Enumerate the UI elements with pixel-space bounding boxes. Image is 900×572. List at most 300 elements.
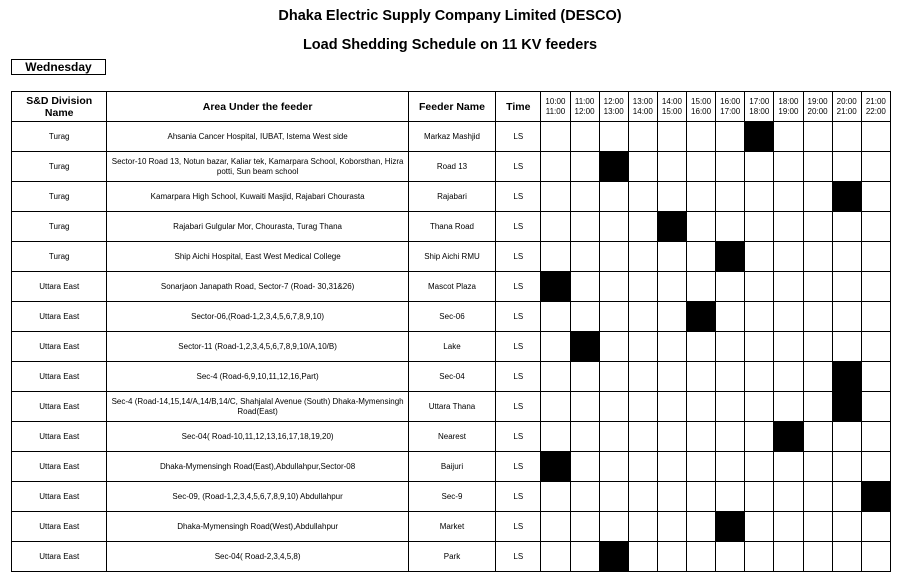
slot-cell bbox=[716, 452, 745, 482]
slot-cell bbox=[716, 392, 745, 422]
slot-cell bbox=[774, 272, 803, 302]
slot-cell bbox=[599, 212, 628, 242]
slot-cell bbox=[687, 122, 716, 152]
slot-cell bbox=[745, 212, 774, 242]
area-cell: Sec-04( Road-2,3,4,5,8) bbox=[107, 542, 408, 572]
table-row bbox=[12, 122, 891, 152]
division-cell: Uttara East bbox=[12, 392, 107, 422]
slot-start: 12:00 bbox=[603, 96, 624, 106]
slot-cell bbox=[687, 482, 716, 512]
slot-cell bbox=[687, 182, 716, 212]
area-cell: Sonarjaon Janapath Road, Sector-7 (Road- 30,31&26) bbox=[107, 272, 408, 302]
slot-end: 11:00 bbox=[545, 106, 566, 116]
slot-cell bbox=[541, 182, 570, 212]
slot-cell bbox=[832, 242, 861, 272]
slot-cell bbox=[803, 152, 832, 182]
col-header-area: Area Under the feeder bbox=[107, 92, 408, 122]
slot-cell bbox=[687, 362, 716, 392]
slot-cell bbox=[687, 542, 716, 572]
time-cell: LS bbox=[496, 542, 541, 572]
slot-cell bbox=[570, 422, 599, 452]
slot-start: 13:00 bbox=[632, 96, 653, 106]
division-cell: Uttara East bbox=[12, 362, 107, 392]
slot-cell bbox=[541, 212, 570, 242]
slot-cell bbox=[628, 332, 657, 362]
slot-cell bbox=[745, 332, 774, 362]
slot-cell bbox=[745, 182, 774, 212]
division-cell: Uttara East bbox=[12, 272, 107, 302]
shed-slot-cell bbox=[541, 272, 570, 302]
division-cell: Uttara East bbox=[12, 332, 107, 362]
slot-cell bbox=[628, 512, 657, 542]
slot-cell bbox=[803, 362, 832, 392]
slot-cell bbox=[687, 272, 716, 302]
time-cell: LS bbox=[496, 152, 541, 182]
division-cell: Turag bbox=[12, 152, 107, 182]
slot-cell bbox=[745, 512, 774, 542]
slot-cell bbox=[570, 122, 599, 152]
slot-cell bbox=[716, 152, 745, 182]
area-cell: Sec-4 (Road-14,15,14/A,14/B,14/C, Shahjalal Avenue (South) Dhaka-Mymensingh Road(East) bbox=[107, 392, 408, 422]
slot-start: 19:00 bbox=[807, 96, 828, 106]
slot-cell bbox=[628, 422, 657, 452]
slot-end: 22:00 bbox=[865, 106, 886, 116]
shed-slot-cell bbox=[745, 122, 774, 152]
slot-cell bbox=[716, 542, 745, 572]
slot-cell bbox=[803, 422, 832, 452]
division-cell: Uttara East bbox=[12, 422, 107, 452]
slot-cell bbox=[774, 392, 803, 422]
slot-cell bbox=[803, 512, 832, 542]
slot-cell bbox=[745, 392, 774, 422]
slot-start: 16:00 bbox=[720, 96, 741, 106]
slot-cell bbox=[861, 152, 890, 182]
shed-slot-cell bbox=[599, 542, 628, 572]
table-row bbox=[12, 362, 891, 392]
slot-cell bbox=[628, 452, 657, 482]
feeder-cell: Lake bbox=[408, 332, 495, 362]
slot-cell bbox=[570, 482, 599, 512]
slot-start: 18:00 bbox=[778, 96, 799, 106]
slot-cell bbox=[861, 422, 890, 452]
slot-end: 16:00 bbox=[691, 106, 712, 116]
slot-cell bbox=[657, 542, 686, 572]
col-header-slot bbox=[687, 92, 716, 122]
division-cell: Uttara East bbox=[12, 512, 107, 542]
slot-end: 19:00 bbox=[778, 106, 799, 116]
slot-cell bbox=[541, 302, 570, 332]
slot-cell bbox=[861, 212, 890, 242]
col-header-slot bbox=[745, 92, 774, 122]
slot-cell bbox=[541, 242, 570, 272]
slot-cell bbox=[803, 122, 832, 152]
table-row bbox=[12, 182, 891, 212]
slot-cell bbox=[803, 302, 832, 332]
slot-cell bbox=[832, 122, 861, 152]
slot-cell bbox=[745, 272, 774, 302]
col-header-slot bbox=[716, 92, 745, 122]
table-row bbox=[12, 482, 891, 512]
table-row bbox=[12, 242, 891, 272]
shed-slot-cell bbox=[832, 392, 861, 422]
slot-cell bbox=[687, 212, 716, 242]
division-cell: Uttara East bbox=[12, 302, 107, 332]
feeder-cell: Ship Aichi RMU bbox=[408, 242, 495, 272]
slot-start: 21:00 bbox=[865, 96, 886, 106]
slot-cell bbox=[716, 482, 745, 512]
table-row bbox=[12, 302, 891, 332]
slot-cell bbox=[599, 182, 628, 212]
slot-cell bbox=[803, 392, 832, 422]
table-row bbox=[12, 512, 891, 542]
schedule-table bbox=[11, 91, 891, 572]
feeder-cell: Markaz Mashjid bbox=[408, 122, 495, 152]
slot-cell bbox=[541, 482, 570, 512]
slot-cell bbox=[541, 122, 570, 152]
slot-cell bbox=[628, 482, 657, 512]
slot-cell bbox=[745, 482, 774, 512]
slot-cell bbox=[628, 272, 657, 302]
area-cell: Ahsania Cancer Hospital, IUBAT, Istema West side bbox=[107, 122, 408, 152]
slot-cell bbox=[599, 302, 628, 332]
slot-cell bbox=[832, 512, 861, 542]
slot-cell bbox=[861, 512, 890, 542]
area-cell: Sector-10 Road 13, Notun bazar, Kaliar tek, Kamarpara School, Koborsthan, Hizra potti, Sun beam school bbox=[107, 152, 408, 182]
slot-cell bbox=[716, 272, 745, 302]
day-label: Wednesday bbox=[11, 59, 106, 75]
col-header-slot bbox=[570, 92, 599, 122]
slot-cell bbox=[599, 392, 628, 422]
shed-slot-cell bbox=[541, 452, 570, 482]
slot-cell bbox=[861, 242, 890, 272]
slot-cell bbox=[541, 362, 570, 392]
slot-cell bbox=[774, 122, 803, 152]
slot-cell bbox=[832, 302, 861, 332]
area-cell: Rajabari Gulgular Mor, Chourasta, Turag Thana bbox=[107, 212, 408, 242]
slot-cell bbox=[803, 332, 832, 362]
feeder-cell: Baijuri bbox=[408, 452, 495, 482]
slot-cell bbox=[570, 182, 599, 212]
slot-start: 14:00 bbox=[661, 96, 682, 106]
time-cell: LS bbox=[496, 272, 541, 302]
division-cell: Turag bbox=[12, 122, 107, 152]
slot-cell bbox=[832, 272, 861, 302]
feeder-cell: Park bbox=[408, 542, 495, 572]
slot-cell bbox=[716, 422, 745, 452]
slot-cell bbox=[599, 242, 628, 272]
slot-cell bbox=[541, 152, 570, 182]
area-cell: Sec-09, (Road-1,2,3,4,5,6,7,8,9,10) Abdullahpur bbox=[107, 482, 408, 512]
col-header-slot bbox=[657, 92, 686, 122]
slot-cell bbox=[774, 182, 803, 212]
slot-cell bbox=[832, 212, 861, 242]
slot-cell bbox=[599, 422, 628, 452]
shed-slot-cell bbox=[599, 152, 628, 182]
slot-cell bbox=[628, 122, 657, 152]
time-cell: LS bbox=[496, 512, 541, 542]
col-header-time: Time bbox=[496, 92, 541, 122]
slot-cell bbox=[541, 512, 570, 542]
time-cell: LS bbox=[496, 392, 541, 422]
table-row bbox=[12, 272, 891, 302]
slot-cell bbox=[803, 452, 832, 482]
slot-cell bbox=[687, 512, 716, 542]
slot-cell bbox=[657, 422, 686, 452]
slot-cell bbox=[599, 362, 628, 392]
table-row bbox=[12, 422, 891, 452]
feeder-cell: Market bbox=[408, 512, 495, 542]
slot-cell bbox=[716, 122, 745, 152]
slot-cell bbox=[745, 302, 774, 332]
slot-end: 14:00 bbox=[632, 106, 653, 116]
shed-slot-cell bbox=[687, 302, 716, 332]
time-cell: LS bbox=[496, 182, 541, 212]
slot-cell bbox=[716, 332, 745, 362]
col-header-slot bbox=[774, 92, 803, 122]
slot-cell bbox=[745, 452, 774, 482]
feeder-cell: Mascot Plaza bbox=[408, 272, 495, 302]
time-cell: LS bbox=[496, 212, 541, 242]
col-header-slot bbox=[628, 92, 657, 122]
slot-cell bbox=[745, 422, 774, 452]
slot-cell bbox=[861, 122, 890, 152]
feeder-cell: Sec-04 bbox=[408, 362, 495, 392]
table-row bbox=[12, 332, 891, 362]
slot-cell bbox=[774, 482, 803, 512]
time-cell: LS bbox=[496, 242, 541, 272]
area-cell: Dhaka-Mymensingh Road(West),Abdullahpur bbox=[107, 512, 408, 542]
slot-cell bbox=[570, 542, 599, 572]
time-cell: LS bbox=[496, 452, 541, 482]
slot-cell bbox=[687, 242, 716, 272]
slot-cell bbox=[687, 332, 716, 362]
slot-cell bbox=[570, 302, 599, 332]
slot-cell bbox=[687, 452, 716, 482]
feeder-cell: Sec-9 bbox=[408, 482, 495, 512]
slot-cell bbox=[657, 302, 686, 332]
slot-cell bbox=[628, 392, 657, 422]
slot-end: 18:00 bbox=[749, 106, 770, 116]
slot-cell bbox=[687, 422, 716, 452]
slot-end: 17:00 bbox=[720, 106, 741, 116]
feeder-cell: Nearest bbox=[408, 422, 495, 452]
slot-start: 11:00 bbox=[574, 96, 595, 106]
slot-cell bbox=[832, 452, 861, 482]
slot-end: 12:00 bbox=[574, 106, 595, 116]
slot-end: 15:00 bbox=[661, 106, 682, 116]
slot-cell bbox=[861, 362, 890, 392]
slot-cell bbox=[570, 452, 599, 482]
shed-slot-cell bbox=[774, 422, 803, 452]
col-header-division: S&D Division Name bbox=[12, 92, 107, 122]
time-cell: LS bbox=[496, 302, 541, 332]
division-cell: Turag bbox=[12, 182, 107, 212]
slot-cell bbox=[570, 242, 599, 272]
slot-cell bbox=[774, 302, 803, 332]
slot-cell bbox=[803, 182, 832, 212]
slot-cell bbox=[774, 242, 803, 272]
slot-cell bbox=[745, 542, 774, 572]
table-row bbox=[12, 212, 891, 242]
slot-end: 13:00 bbox=[603, 106, 624, 116]
time-cell: LS bbox=[496, 362, 541, 392]
shed-slot-cell bbox=[657, 212, 686, 242]
area-cell: Sector-11 (Road-1,2,3,4,5,6,7,8,9,10/A,10/B) bbox=[107, 332, 408, 362]
slot-cell bbox=[657, 392, 686, 422]
slot-cell bbox=[716, 302, 745, 332]
division-cell: Uttara East bbox=[12, 482, 107, 512]
slot-cell bbox=[570, 272, 599, 302]
table-row bbox=[12, 542, 891, 572]
slot-cell bbox=[687, 152, 716, 182]
shed-slot-cell bbox=[716, 512, 745, 542]
slot-cell bbox=[716, 362, 745, 392]
table-row bbox=[12, 392, 891, 422]
slot-cell bbox=[657, 242, 686, 272]
slot-cell bbox=[745, 362, 774, 392]
slot-cell bbox=[657, 332, 686, 362]
division-cell: Uttara East bbox=[12, 452, 107, 482]
col-header-slot bbox=[803, 92, 832, 122]
slot-cell bbox=[541, 422, 570, 452]
table-row bbox=[12, 152, 891, 182]
slot-cell bbox=[745, 152, 774, 182]
area-cell: Ship Aichi Hospital, East West Medical College bbox=[107, 242, 408, 272]
slot-cell bbox=[861, 452, 890, 482]
slot-cell bbox=[599, 122, 628, 152]
slot-cell bbox=[599, 332, 628, 362]
slot-cell bbox=[541, 392, 570, 422]
area-cell: Kamarpara High School, Kuwaiti Masjid, Rajabari Chourasta bbox=[107, 182, 408, 212]
slot-cell bbox=[716, 182, 745, 212]
feeder-cell: Thana Road bbox=[408, 212, 495, 242]
slot-cell bbox=[657, 152, 686, 182]
col-header-slot bbox=[832, 92, 861, 122]
slot-cell bbox=[657, 452, 686, 482]
slot-cell bbox=[570, 152, 599, 182]
slot-cell bbox=[803, 272, 832, 302]
time-cell: LS bbox=[496, 122, 541, 152]
col-header-slot bbox=[861, 92, 890, 122]
slot-cell bbox=[774, 152, 803, 182]
col-header-slot bbox=[541, 92, 570, 122]
feeder-cell: Sec-06 bbox=[408, 302, 495, 332]
slot-cell bbox=[803, 482, 832, 512]
slot-cell bbox=[716, 212, 745, 242]
slot-cell bbox=[599, 512, 628, 542]
slot-cell bbox=[657, 272, 686, 302]
slot-cell bbox=[628, 362, 657, 392]
slot-cell bbox=[861, 182, 890, 212]
slot-cell bbox=[803, 212, 832, 242]
slot-cell bbox=[832, 332, 861, 362]
slot-cell bbox=[861, 542, 890, 572]
shed-slot-cell bbox=[861, 482, 890, 512]
slot-cell bbox=[628, 212, 657, 242]
slot-cell bbox=[803, 242, 832, 272]
division-cell: Turag bbox=[12, 242, 107, 272]
slot-cell bbox=[628, 302, 657, 332]
table-row bbox=[12, 452, 891, 482]
slot-cell bbox=[628, 152, 657, 182]
slot-cell bbox=[628, 182, 657, 212]
slot-cell bbox=[570, 362, 599, 392]
slot-cell bbox=[599, 482, 628, 512]
slot-cell bbox=[657, 122, 686, 152]
slot-end: 21:00 bbox=[836, 106, 857, 116]
time-cell: LS bbox=[496, 332, 541, 362]
division-cell: Turag bbox=[12, 212, 107, 242]
feeder-cell: Road 13 bbox=[408, 152, 495, 182]
slot-cell bbox=[628, 242, 657, 272]
slot-cell bbox=[657, 482, 686, 512]
division-cell: Uttara East bbox=[12, 542, 107, 572]
slot-cell bbox=[861, 332, 890, 362]
slot-cell bbox=[541, 542, 570, 572]
slot-cell bbox=[861, 302, 890, 332]
slot-end: 20:00 bbox=[807, 106, 828, 116]
area-cell: Sec-04( Road-10,11,12,13,16,17,18,19,20) bbox=[107, 422, 408, 452]
slot-cell bbox=[861, 392, 890, 422]
slot-cell bbox=[687, 392, 716, 422]
slot-cell bbox=[832, 422, 861, 452]
slot-cell bbox=[832, 542, 861, 572]
slot-start: 10:00 bbox=[545, 96, 566, 106]
slot-cell bbox=[628, 542, 657, 572]
slot-start: 15:00 bbox=[691, 96, 712, 106]
area-cell: Dhaka-Mymensingh Road(East),Abdullahpur,Sector-08 bbox=[107, 452, 408, 482]
slot-start: 17:00 bbox=[749, 96, 770, 106]
shed-slot-cell bbox=[832, 182, 861, 212]
feeder-cell: Rajabari bbox=[408, 182, 495, 212]
slot-cell bbox=[832, 482, 861, 512]
col-header-slot bbox=[599, 92, 628, 122]
shed-slot-cell bbox=[570, 332, 599, 362]
slot-cell bbox=[861, 272, 890, 302]
slot-cell bbox=[774, 212, 803, 242]
company-title: Dhaka Electric Supply Company Limited (DESCO) bbox=[278, 8, 622, 24]
slot-cell bbox=[774, 512, 803, 542]
col-header-feeder: Feeder Name bbox=[408, 92, 495, 122]
slot-cell bbox=[599, 272, 628, 302]
slot-cell bbox=[832, 152, 861, 182]
time-cell: LS bbox=[496, 422, 541, 452]
slot-cell bbox=[570, 392, 599, 422]
shed-slot-cell bbox=[716, 242, 745, 272]
area-cell: Sec-4 (Road-6,9,10,11,12,16,Part) bbox=[107, 362, 408, 392]
feeder-cell: Uttara Thana bbox=[408, 392, 495, 422]
slot-cell bbox=[657, 362, 686, 392]
area-cell: Sector-06,(Road-1,2,3,4,5,6,7,8,9,10) bbox=[107, 302, 408, 332]
slot-cell bbox=[570, 512, 599, 542]
slot-cell bbox=[774, 542, 803, 572]
slot-cell bbox=[570, 212, 599, 242]
time-cell: LS bbox=[496, 482, 541, 512]
slot-cell bbox=[803, 542, 832, 572]
slot-cell bbox=[774, 452, 803, 482]
slot-cell bbox=[657, 512, 686, 542]
slot-cell bbox=[774, 362, 803, 392]
schedule-subtitle: Load Shedding Schedule on 11 KV feeders bbox=[302, 37, 598, 53]
slot-cell bbox=[541, 332, 570, 362]
slot-start: 20:00 bbox=[836, 96, 857, 106]
slot-cell bbox=[745, 242, 774, 272]
slot-cell bbox=[599, 452, 628, 482]
slot-cell bbox=[774, 332, 803, 362]
shed-slot-cell bbox=[832, 362, 861, 392]
header-row bbox=[12, 92, 891, 122]
slot-cell bbox=[657, 182, 686, 212]
